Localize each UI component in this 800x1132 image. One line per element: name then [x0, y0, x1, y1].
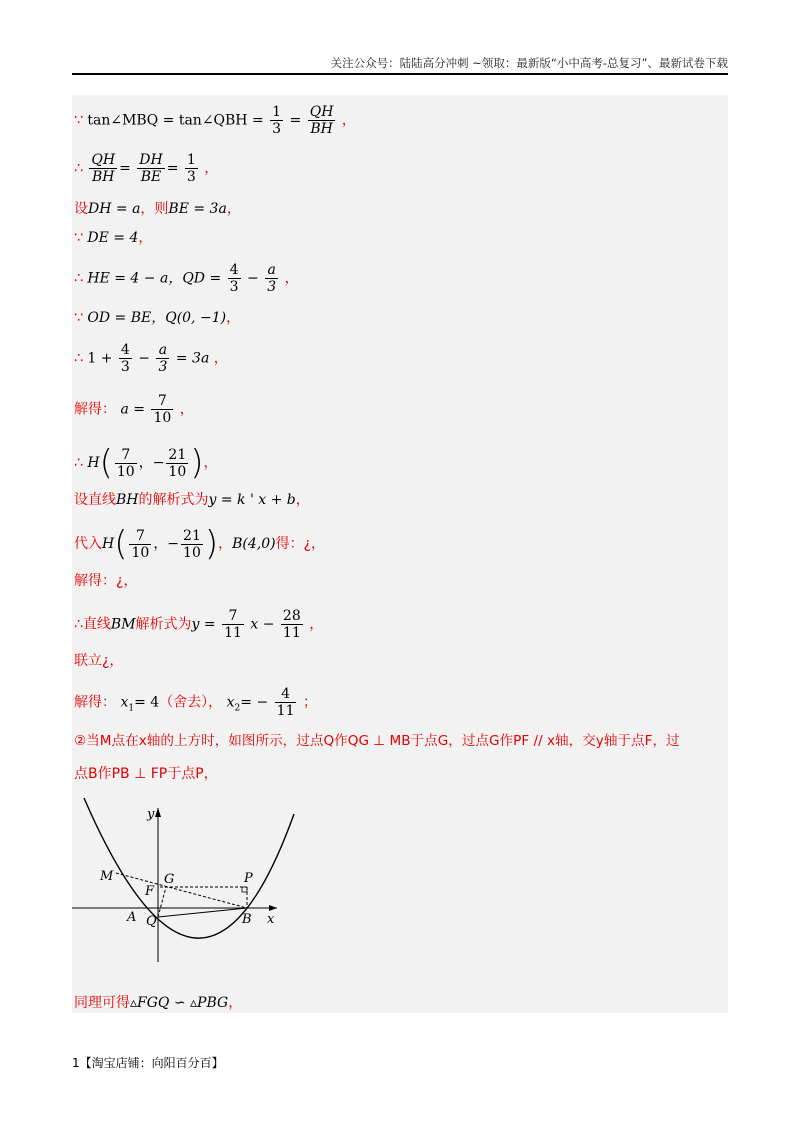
right-angle-mark	[242, 887, 247, 892]
fraction: $\frac{1}{3}$	[272, 104, 282, 137]
line-2: ∴ $\frac{QH}{BH}$ = $\frac{DH}{BE}$ = $\frac{1}{3}$ ，	[74, 152, 219, 185]
line-11: 代入H( $\frac{7}{10}$ ，− $\frac{21}{10}$ )，B(4,0)得：¿，	[74, 524, 326, 564]
y-axis-arrow	[155, 808, 161, 817]
line-8: 解得： a = $\frac{7}{10}$ ，	[74, 393, 194, 426]
parabola-curve	[84, 798, 294, 938]
line-12: 解得：¿，	[74, 573, 138, 589]
page-footer: 1【淘宝店铺：向阳百分百】	[72, 1056, 224, 1070]
header-rule	[72, 73, 728, 75]
line-5: ∴ HE = 4 − a，QD = $\frac{4}{3}$ − $\frac{a}{3}$ ，	[74, 262, 299, 295]
label-M: M	[100, 869, 114, 884]
line-3: 设DH = a，则BE = 3a，	[74, 201, 241, 217]
label-F: F	[145, 884, 155, 899]
label-Q: Q	[146, 914, 157, 929]
line-10: 设直线BH的解析式为y = k ' x + b，	[74, 492, 310, 508]
label-x: x	[267, 912, 275, 927]
label-B: B	[242, 912, 252, 927]
x-axis-arrow	[269, 905, 277, 911]
line-16: ②当M点在x轴的上方时，如图所示，过点Q作QG ⊥ MB于点G，过点G作PF // x轴，交y轴于点F，过	[74, 733, 680, 749]
parabola-figure	[72, 790, 312, 970]
label-A: A	[127, 910, 137, 925]
label-y: y	[147, 807, 155, 822]
fraction: $\frac{QH}{BH}$	[309, 104, 334, 137]
line-MB	[116, 873, 247, 908]
line-14: 联立¿，	[74, 653, 124, 669]
line-7: ∴ 1 + $\frac{4}{3}$ − $\frac{a}{3}$ = 3a ，	[74, 342, 228, 375]
line-1: ∵ tan∠MBQ = tan∠QBH = $\frac{1}{3}$ = $\frac{QH}{BH}$ ，	[74, 104, 356, 137]
line-QB	[158, 908, 247, 917]
line-15: 解得： $x_1= 4$（舍去）， $x_2=$ − $\frac{4}{11}$ ；	[74, 686, 317, 719]
line-9: ∴ H( $\frac{7}{10}$ ，− $\frac{21}{10}$ )，	[74, 443, 218, 483]
line-18: 同理可得▵FGQ ∽ ▵PBG，	[74, 995, 243, 1011]
because-symbol: ∵	[74, 112, 83, 129]
label-G: G	[164, 872, 175, 887]
line-13: ∴直线BM解析式为y = $\frac{7}{11}$ x − $\frac{28}{11}$ ，	[74, 608, 324, 641]
line-6: ∵ OD = BE，Q(0, −1)，	[74, 310, 241, 326]
line-4: ∵ DE = 4，	[74, 230, 153, 246]
tan-expression: tan∠MBQ = tan∠QBH =	[87, 112, 264, 129]
label-P: P	[244, 871, 253, 886]
page-header: 关注公众号：陆陆高分冲刺 ~领取：最新版“小中高考-总复习”、最新试卷下载	[330, 56, 728, 70]
line-QG	[158, 887, 166, 917]
line-17: 点B作PB ⊥ FP于点P，	[74, 766, 218, 782]
